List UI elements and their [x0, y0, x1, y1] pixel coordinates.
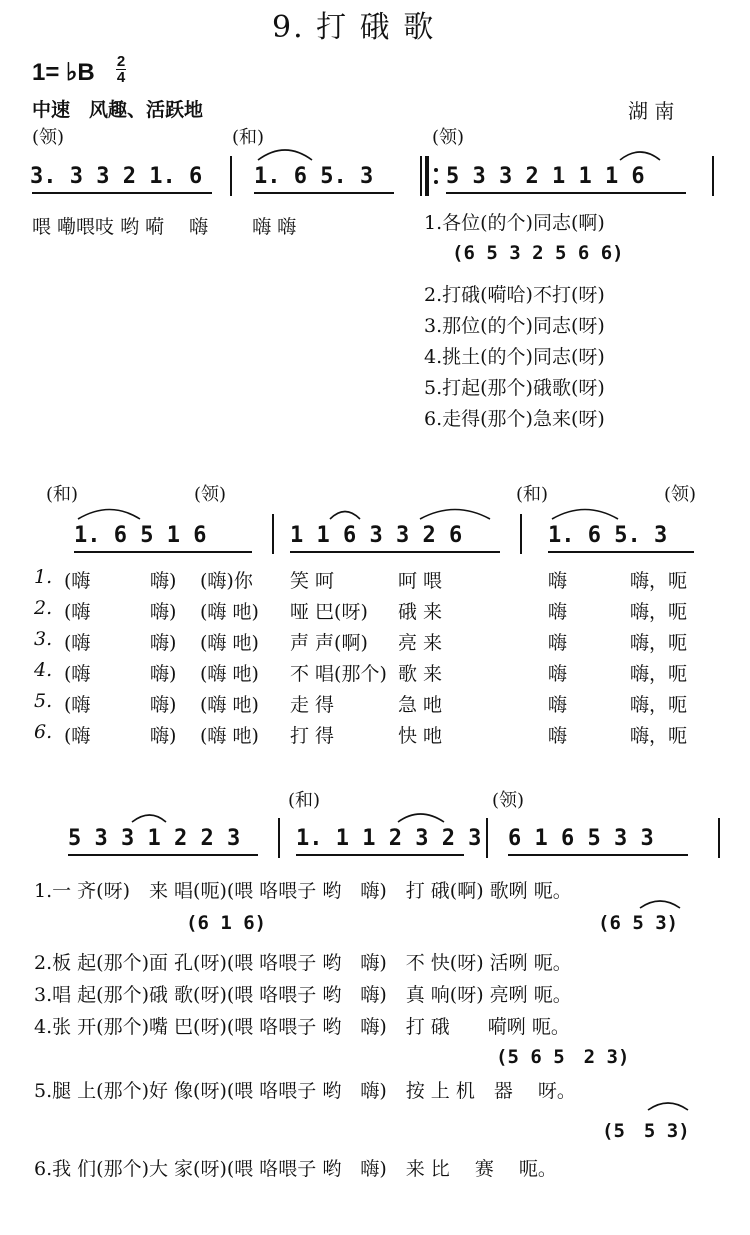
verse-word: (嗨)你 — [200, 570, 253, 592]
measure-5: 1 1 6 3 3 2 6 — [290, 523, 463, 548]
verse-word: (嗨 吔) — [200, 694, 259, 716]
verse-line: 2.打硪(嗬哈)不打(呀) — [424, 284, 605, 306]
verse-word: 嗨 — [548, 632, 568, 654]
verse-line: 4.挑土(的个)同志(呀) — [424, 346, 605, 368]
role-lead: (领) — [492, 790, 525, 811]
verse-word: (嗨 — [64, 570, 91, 592]
interlude-notes: (5 6 5 2 3) — [496, 1046, 630, 1068]
verse-line: 1.一 齐(呀) 来 唱(呃)(喂 咯喂子 哟 嗨) 打 硪(啊) 歌咧 呃。 — [34, 880, 572, 902]
verse-number: 6. — [34, 721, 53, 743]
verse-number: 3. — [34, 628, 53, 650]
verse-word: 哑 巴(呀) — [290, 601, 368, 623]
interlude-notes: (6 5 3 2 5 6 6) — [452, 242, 624, 264]
verse-line: 6.走得(那个)急来(呀) — [424, 408, 605, 430]
measure-9: 6 1 6 5 3 3 — [508, 826, 654, 851]
verse-word: 嗨) — [150, 694, 177, 716]
verse-line: 2.板 起(那个)面 孔(呀)(喂 咯喂子 哟 嗨) 不 快(呀) 活咧 呃。 — [34, 952, 572, 974]
measure-1: 3. 3 3 2 1. 6 — [30, 164, 203, 189]
verse-number: 4. — [34, 659, 53, 681]
interlude-notes: (5 5 3) — [602, 1120, 690, 1142]
role-chorus: (和) — [516, 484, 549, 505]
verse-word: 嗨 — [548, 570, 568, 592]
verse-word: 嗨，呃 — [630, 725, 688, 747]
verse-word: 嗨，呃 — [630, 601, 688, 623]
measure-7: 5 3 3 1 2 2 3 — [68, 826, 241, 851]
verse-word: 急 吔 — [398, 694, 443, 716]
verse-line: 6.我 们(那个)大 家(呀)(喂 咯喂子 哟 嗨) 来 比 赛 呃。 — [34, 1158, 557, 1180]
verse-line: 5.腿 上(那个)好 像(呀)(喂 咯喂子 哟 嗨) 按 上 机 器 呀。 — [34, 1080, 576, 1102]
verse-word: 嗨 — [548, 601, 568, 623]
verse-word: 嗨，呃 — [630, 632, 688, 654]
verse-word: 呵 喂 — [398, 570, 443, 592]
verse-word: (嗨 — [64, 632, 91, 654]
time-sig-top: 2 — [116, 53, 126, 70]
verse-word: 快 吔 — [398, 725, 443, 747]
verse-word: 嗨 — [548, 694, 568, 716]
measure-3: 5 3 3 2 1 1 1 6 — [446, 164, 645, 189]
role-lead: (领) — [194, 484, 227, 505]
verse-word: (嗨 — [64, 601, 91, 623]
measure-2: 1. 6 5. 3 — [254, 164, 374, 189]
verse-word: (嗨 吔) — [200, 632, 259, 654]
verse-word: 亮 来 — [398, 632, 443, 654]
verse-word: 笑 呵 — [290, 570, 335, 592]
verse-word: 嗨) — [150, 570, 177, 592]
interlude-notes: (6 5 3) — [598, 912, 679, 934]
role-lead: (领) — [432, 127, 465, 148]
verse-line: 4.张 开(那个)嘴 巴(呀)(喂 咯喂子 哟 嗨) 打 硪 嗬咧 呃。 — [34, 1016, 570, 1038]
role-lead: (领) — [664, 484, 697, 505]
verse-line: 1.各位(的个)同志(啊) — [424, 212, 605, 234]
verse-word: 不 唱(那个) — [290, 663, 387, 685]
verse-word: 歌 来 — [398, 663, 443, 685]
verse-word: (嗨 吔) — [200, 601, 259, 623]
role-chorus: (和) — [46, 484, 79, 505]
verse-word: 走 得 — [290, 694, 335, 716]
interlude-notes: (6 1 6) — [186, 912, 267, 934]
verse-line: 3.唱 起(那个)硪 歌(呀)(喂 咯喂子 哟 嗨) 真 响(呀) 亮咧 呃。 — [34, 984, 572, 1006]
verse-word: 嗨，呃 — [630, 694, 688, 716]
verse-word: 嗨 — [548, 663, 568, 685]
verse-line: 3.那位(的个)同志(呀) — [424, 315, 605, 337]
measure-8: 1. 1 1 2 3 2 3 — [296, 826, 482, 851]
key-signature: 1= ♭B — [32, 59, 95, 86]
verse-word: 嗨) — [150, 601, 177, 623]
verse-word: 嗨) — [150, 725, 177, 747]
verse-word: (嗨 — [64, 694, 91, 716]
verse-word: 声 声(啊) — [290, 632, 368, 654]
verse-line: 5.打起(那个)硪歌(呀) — [424, 377, 605, 399]
verse-number: 5. — [34, 690, 53, 712]
verse-word: (嗨 吔) — [200, 663, 259, 685]
verse-number: 1. — [34, 566, 53, 588]
verse-word: 嗨 — [548, 725, 568, 747]
song-title: 9. 打 硪 歌 — [272, 10, 436, 45]
verse-number: 2. — [34, 597, 53, 619]
verse-word: (嗨 吔) — [200, 725, 259, 747]
measure-6: 1. 6 5. 3 — [548, 523, 668, 548]
intro-lyric: 喂 嘞喂吱 哟 嗬 嗨 嗨 嗨 — [32, 216, 297, 238]
region-label: 湖 南 — [628, 99, 675, 123]
verse-word: 嗨) — [150, 632, 177, 654]
verse-word: 打 得 — [290, 725, 335, 747]
tempo-marking: 中速 风趣、活跃地 — [32, 99, 204, 121]
verse-word: (嗨 — [64, 725, 91, 747]
verse-word: 嗨，呃 — [630, 570, 688, 592]
measure-4: 1. 6 5 1 6 — [74, 523, 207, 548]
role-chorus: (和) — [232, 127, 265, 148]
verse-word: 硪 来 — [398, 601, 443, 623]
verse-word: 嗨，呃 — [630, 663, 688, 685]
verse-word: (嗨 — [64, 663, 91, 685]
role-lead: (领) — [32, 127, 65, 148]
time-sig-bottom: 4 — [116, 69, 126, 86]
verse-word: 嗨) — [150, 663, 177, 685]
role-chorus: (和) — [288, 790, 321, 811]
